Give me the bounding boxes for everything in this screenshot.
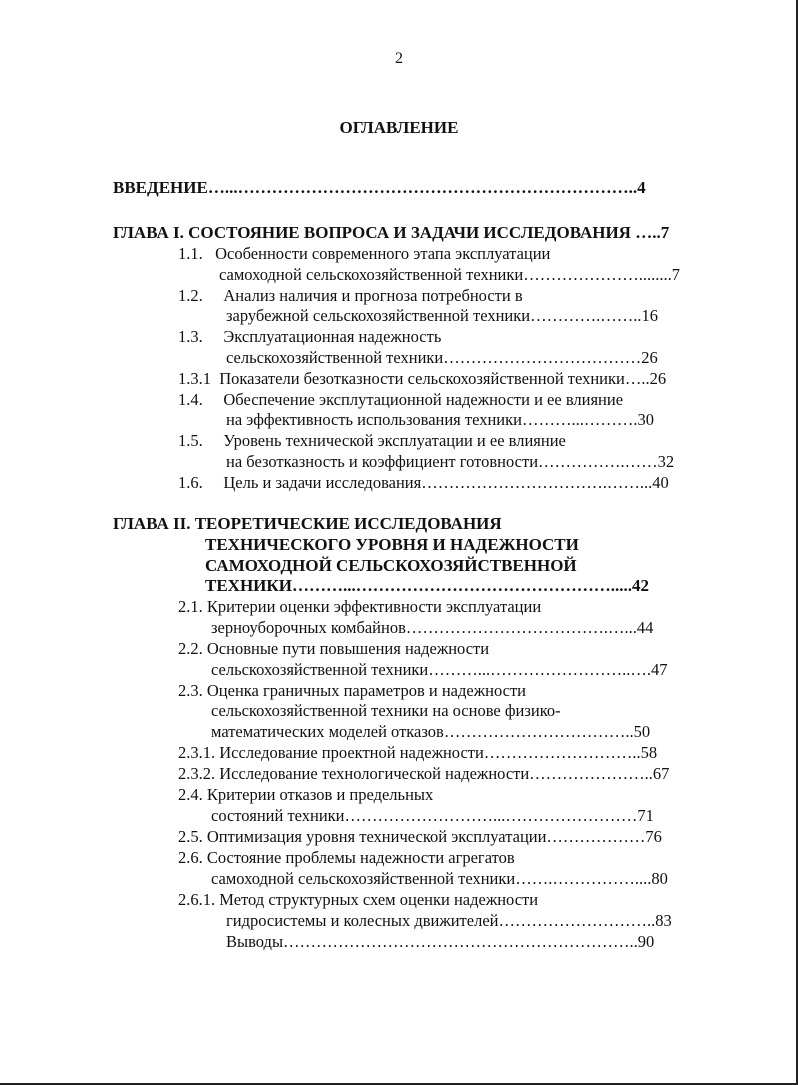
toc-entry: 2.3. Оценка граничных параметров и надежности xyxy=(178,681,526,700)
toc-entry: на безотказность и коэффициент готовности…………….……32 xyxy=(226,452,675,471)
toc-entry: самоходной сельскохозяйственной техники…………………........7 xyxy=(219,265,680,284)
toc-entry: самоходной сельскохозяйственной техники…….……………....80 xyxy=(211,869,668,888)
toc-entry: 1.6. Цель и задачи исследования…………………………….……...40 xyxy=(178,473,669,492)
toc-entry: 2.6. Состояние проблемы надежности агрегатов xyxy=(178,848,515,867)
toc-entry: 2.4. Критерии отказов и предельных xyxy=(178,785,434,804)
toc-chapter-1: ГЛАВА I. СОСТОЯНИЕ ВОПРОСА И ЗАДАЧИ ИССЛЕДОВАНИЯ …..7 xyxy=(113,223,670,242)
toc-entry: 1.5. Уровень технической эксплуатации и ее влияние xyxy=(178,431,566,450)
toc-entry: 2.2. Основные пути повышения надежности xyxy=(178,639,490,658)
toc-entry: сельскохозяйственной техники на основе физико- xyxy=(211,701,561,720)
toc-entry: гидросистемы и колесных движителей………………………..83 xyxy=(226,911,672,930)
toc-chapter-2-line: САМОХОДНОЙ СЕЛЬСКОХОЗЯЙСТВЕННОЙ xyxy=(205,556,577,575)
toc-entry: 1.3.1 Показатели безотказности сельскохозяйственной техники…..26 xyxy=(178,369,667,388)
toc-entry: 2.3.2. Исследование технологической надежности…………………..67 xyxy=(178,764,670,783)
toc-entry: зерноуборочных комбайнов……………………………….…...44 xyxy=(211,618,654,637)
toc-entry: 2.6.1. Метод структурных схем оценки надежности xyxy=(178,890,539,909)
toc-entry: 1.3. Эксплуатационная надежность xyxy=(178,327,442,346)
toc-entry: на эффективность использования техники………...……….30 xyxy=(226,410,654,429)
toc-entry: сельскохозяйственной техники………………………………26 xyxy=(226,348,658,367)
toc-title: ОГЛАВЛЕНИЕ xyxy=(339,118,459,137)
toc-entry: 1.1. Особенности современного этапа эксплуатации xyxy=(178,244,551,263)
toc-entry: состояний техники………………………...……………………71 xyxy=(211,806,654,825)
toc-entry: сельскохозяйственной техники………...……………………..….47 xyxy=(211,660,668,679)
toc-entry: Выводы………………………………………………………..90 xyxy=(226,932,655,951)
toc-entry: 1.2. Анализ наличия и прогноза потребности в xyxy=(178,286,523,305)
toc-entry: 1.4. Обеспечение эксплутационной надежности и ее влияние xyxy=(178,390,624,409)
toc-entry: 2.1. Критерии оценки эффективности эксплуатации xyxy=(178,597,542,616)
toc-entry: 2.5. Оптимизация уровня технической эксплуатации………………76 xyxy=(178,827,662,846)
toc-chapter-2-line: ТЕХНИЧЕСКОГО УРОВНЯ И НАДЕЖНОСТИ xyxy=(205,535,579,554)
toc-entry-introduction: ВВЕДЕНИЕ…...……………………………………………………………..4 xyxy=(113,178,646,197)
page-number: 2 xyxy=(395,50,403,67)
toc-entry: математических моделей отказов……………………………..50 xyxy=(211,722,651,741)
toc-entry: 2.3.1. Исследование проектной надежности………………………..58 xyxy=(178,743,658,762)
toc-entry: зарубежной сельскохозяйственной техники………….……..16 xyxy=(226,306,658,325)
toc-chapter-2-line: ТЕХНИКИ………...……………………………………….....42 xyxy=(205,576,649,595)
toc-chapter-2: ГЛАВА II. ТЕОРЕТИЧЕСКИЕ ИССЛЕДОВАНИЯ xyxy=(113,514,502,533)
